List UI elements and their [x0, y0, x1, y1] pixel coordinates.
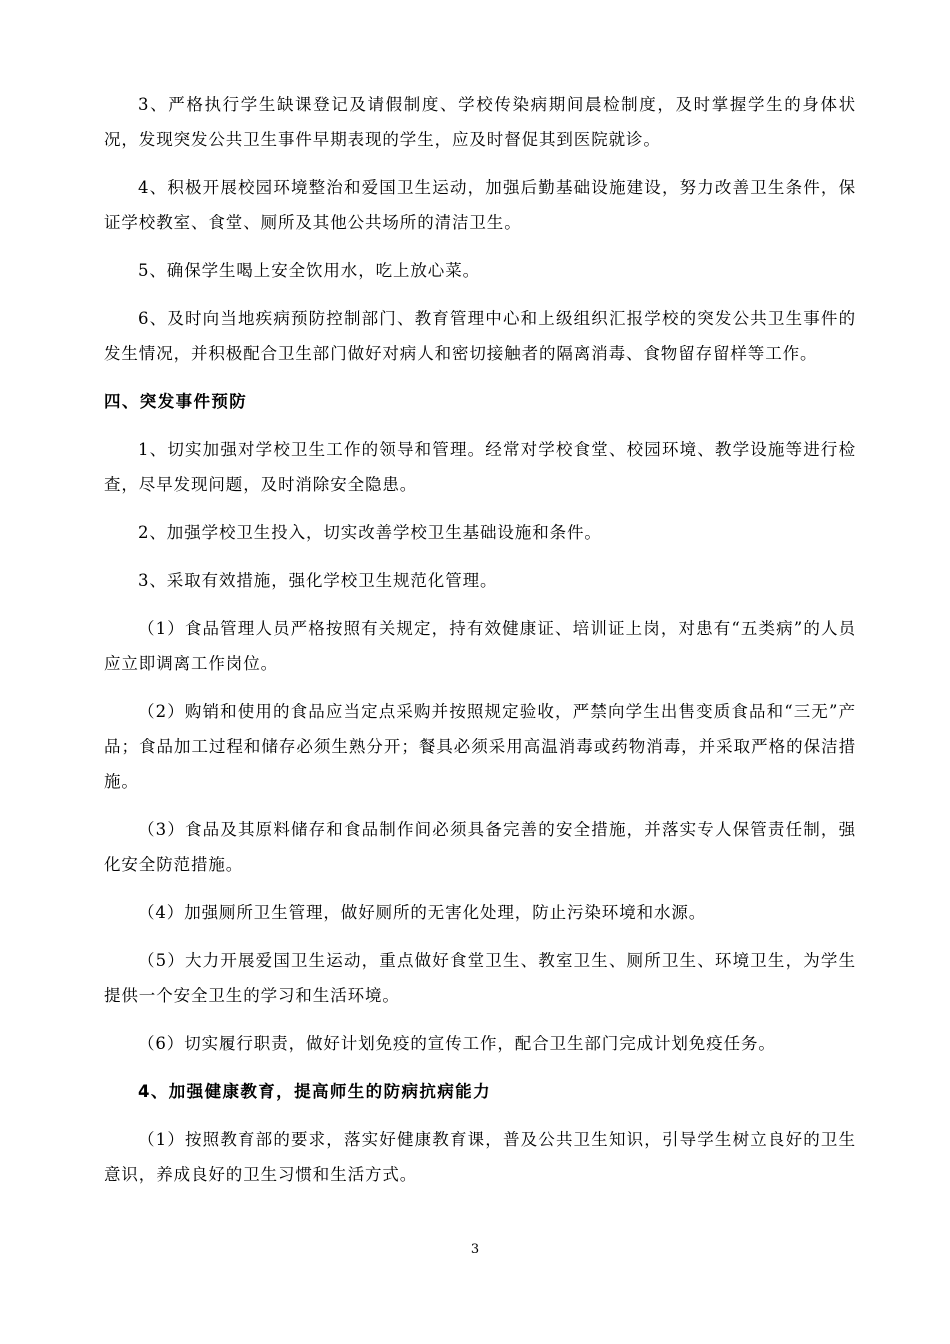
paragraph-4-campus-environment: 4、积极开展校园环境整治和爱国卫生运动，加强后勤基础设施建设，努力改善卫生条件，保证学校教室、食堂、厕所及其他公共场所的清洁卫生。: [104, 178, 856, 232]
sub-item-2-food-purchase: （2）购销和使用的食品应当定点采购并按照规定验收，严禁向学生出售变质食品和“三无”产品；食品加工过程和储存必须生熟分开；餐具必须采用高温消毒或药物消毒，并采取严格的保洁措施。: [104, 702, 856, 791]
paragraph-6-report-incidents: 6、及时向当地疾病预防控制部门、教育管理中心和上级组织汇报学校的突发公共卫生事件的发生情况，并积极配合卫生部门做好对病人和密切接触者的隔离消毒、食物留存留样等工作。: [104, 309, 856, 363]
paragraph-3-measures: 3、采取有效措施，强化学校卫生规范化管理。: [138, 571, 498, 590]
paragraph-5-safe-water: 5、确保学生喝上安全饮用水，吃上放心菜。: [138, 261, 480, 280]
page-number: 3: [470, 1242, 480, 1257]
subheading-health-education: 4、加强健康教育，提高师生的防病抗病能力: [138, 1082, 491, 1101]
section-heading-prevention: 四、突发事件预防: [104, 392, 248, 411]
sub-item-4-toilet-management: （4）加强厕所卫生管理，做好厕所的无害化处理，防止污染环境和水源。: [138, 903, 707, 922]
paragraph-3-absence-registration: 3、严格执行学生缺课登记及请假制度、学校传染病期间晨检制度，及时掌握学生的身体状况，发现突发公共卫生事件早期表现的学生，应及时督促其到医院就诊。: [104, 95, 856, 149]
sub-item-1-health-course: （1）按照教育部的要求，落实好健康教育课，普及公共卫生知识，引导学生树立良好的卫生意识，养成良好的卫生习惯和生活方式。: [104, 1130, 856, 1184]
sub-item-1-food-staff: （1）食品管理人员严格按照有关规定，持有效健康证、培训证上岗，对患有“五类病”的人员应立即调离工作岗位。: [104, 619, 856, 673]
sub-item-5-hygiene-campaign: （5）大力开展爱国卫生运动，重点做好食堂卫生、教室卫生、厕所卫生、环境卫生，为学生提供一个安全卫生的学习和生活环境。: [104, 951, 856, 1005]
sub-item-3-food-storage: （3）食品及其原料储存和食品制作间必须具备完善的安全措施，并落实专人保管责任制，强化安全防范措施。: [104, 820, 856, 874]
sub-item-6-immunization: （6）切实履行职责，做好计划免疫的宣传工作，配合卫生部门完成计划免疫任务。: [138, 1034, 776, 1053]
page-body: [104, 87, 856, 1205]
paragraph-1-leadership: 1、切实加强对学校卫生工作的领导和管理。经常对学校食堂、校园环境、教学设施等进行检查，尽早发现问题，及时消除安全隐患。: [104, 440, 856, 494]
paragraph-2-investment: 2、加强学校卫生投入，切实改善学校卫生基础设施和条件。: [138, 523, 602, 542]
